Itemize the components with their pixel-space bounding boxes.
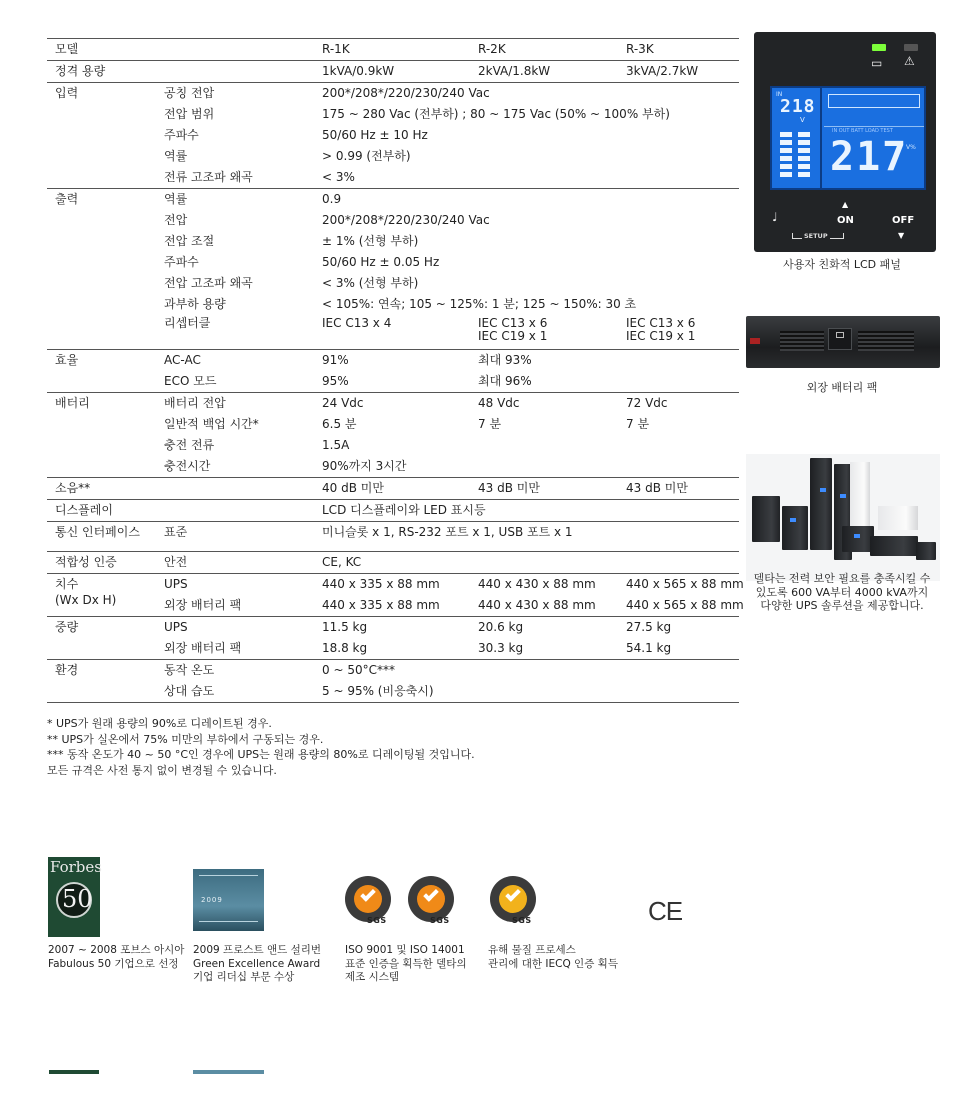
capacity-section [47, 60, 739, 82]
table-row [47, 593, 744, 616]
efficiency-label: 효율 [55, 353, 79, 367]
ce-mark-icon: CE [648, 896, 683, 926]
row-value: 7 분 [626, 417, 650, 431]
table-row [47, 273, 739, 294]
table-row [47, 350, 739, 371]
delta-logo-icon [750, 338, 760, 344]
row-label: 주파수 [164, 128, 199, 142]
noise-r1k: 40 dB 미만 [322, 481, 384, 495]
lcd-in-tag: IN [776, 91, 783, 98]
battery-pack-caption: 외장 배터리 팩 [806, 381, 878, 394]
lcd-output-reading: 217 [830, 134, 909, 180]
lcd-input-unit: V [800, 116, 805, 124]
cert-caption-line: 표준 인증을 획득한 델타의 [345, 957, 467, 970]
cert-caption-iecq [488, 944, 618, 971]
weight-label: 중량 [55, 620, 79, 634]
row-label: 전압 조절 [164, 234, 215, 248]
partial-image [49, 1070, 99, 1074]
environment-section [47, 659, 739, 703]
partial-image [193, 1070, 264, 1074]
model-row [47, 39, 739, 60]
ups-rack [870, 536, 918, 556]
row-value: 440 x 335 x 88 mm [322, 598, 440, 612]
row-label: 외장 배터리 팩 [164, 641, 242, 655]
lcd-flow-diagram [828, 94, 920, 108]
dimensions-label: 치수 [55, 577, 79, 591]
footnotes [47, 716, 647, 778]
lcd-panel-image [754, 32, 936, 252]
spec-table [47, 38, 744, 703]
cert-caption-line: Fabulous 50 기업으로 선정 [48, 957, 179, 970]
table-row [47, 414, 739, 435]
table-row [47, 681, 739, 702]
row-value: 6.5 분 [322, 417, 357, 431]
receptacle-r2k [478, 317, 547, 343]
row-label: ECO 모드 [164, 374, 217, 388]
ups-small [916, 542, 936, 560]
warning-icon: ⚠ [904, 54, 915, 68]
receptacle-r1k: IEC C13 x 4 [322, 316, 392, 330]
cert-sub: 안전 [164, 555, 188, 569]
table-row [47, 500, 739, 521]
fault-led-icon [904, 44, 918, 51]
row-value: 50/60 Hz ± 10 Hz [322, 128, 428, 142]
receptacle-label: 리셉터클 [164, 316, 211, 330]
table-row [47, 478, 739, 499]
row-value: < 3% [322, 170, 355, 184]
input-label: 입력 [55, 86, 79, 100]
row-value: 48 Vdc [478, 396, 520, 410]
row-value: 0.9 [322, 192, 342, 206]
row-value: 1.5A [322, 438, 350, 452]
power-led-icon [872, 44, 886, 51]
family-caption [746, 572, 938, 613]
row-label: 역률 [164, 192, 188, 206]
row-value: 24 Vdc [322, 396, 364, 410]
row-value: 7 분 [478, 417, 502, 431]
row-value: 5 ~ 95% (비응축시) [322, 684, 434, 698]
on-button: ON [837, 215, 854, 226]
display-value: LCD 디스플레이와 LED 표시등 [322, 503, 486, 517]
vent-grille [780, 331, 824, 351]
row-label: 과부하 용량 [164, 297, 226, 311]
row-label: 외장 배터리 팩 [164, 598, 242, 612]
row-value: 50/60 Hz ± 0.05 Hz [322, 255, 440, 269]
iecq-badge-icon [490, 876, 536, 925]
capacity-r3k: 3kVA/2.7kW [626, 64, 699, 78]
row-value: 11.5 kg [322, 620, 368, 634]
row-label: 전압 범위 [164, 107, 215, 121]
model-r2k: R-2K [478, 42, 506, 56]
cert-caption-line: Green Excellence Award [193, 957, 321, 970]
award-rule [199, 921, 258, 922]
cert-caption-line: 기업 리더십 부문 수상 [193, 971, 295, 983]
table-row [47, 638, 739, 659]
table-row [47, 574, 744, 595]
comm-value: 미니슬롯 x 1, RS-232 포트 x 1, USB 포트 x 1 [322, 525, 573, 539]
cert-caption-frost [193, 944, 321, 985]
cert-caption-line: 제조 시스템 [345, 971, 400, 983]
table-row [47, 231, 739, 252]
display-section [47, 499, 739, 521]
cert-caption-line: 2007 ~ 2008 포브스 아시아 [48, 944, 185, 956]
comm-sub: 표준 [164, 525, 188, 539]
row-label: 동작 온도 [164, 663, 215, 677]
row-label: 역률 [164, 149, 188, 163]
setup-label: SETUP [804, 232, 828, 240]
ups-family-image [746, 454, 940, 581]
ups-screen-icon [854, 534, 860, 538]
row-value: 440 x 565 x 88 mm [626, 577, 744, 591]
row-value: 95% [322, 374, 349, 388]
table-row [47, 210, 739, 231]
ups-tower [810, 458, 832, 550]
vent-grille [858, 331, 914, 351]
row-value: 200*/208*/220/230/240 Vac [322, 213, 490, 227]
forbes-number: 50 [62, 885, 93, 913]
table-row [47, 125, 739, 146]
footnote: *** 동작 온도가 40 ~ 50 °C인 경우에 UPS는 원래 용량의 80%로 디레이팅될 것입니다. [47, 748, 475, 761]
comm-label: 통신 인터페이스 [55, 525, 140, 539]
receptacle-r2k-line2: IEC C19 x 1 [478, 329, 548, 343]
row-value: 0 ~ 50°C*** [322, 663, 395, 677]
cert-caption-line: ISO 9001 및 ISO 14001 [345, 944, 465, 956]
row-value: 440 x 430 x 88 mm [478, 577, 596, 591]
table-row [47, 146, 739, 167]
table-row [47, 552, 739, 573]
battery-icon [836, 332, 844, 338]
battery-pack-image [746, 316, 940, 368]
family-caption-line: 다양한 UPS 솔루션을 제공합니다. [760, 599, 924, 612]
row-value: 54.1 kg [626, 641, 672, 655]
row-label: 전압 고조파 왜곡 [164, 276, 253, 290]
battery-level-icon [780, 132, 792, 178]
receptacle-r3k-line1: IEC C13 x 6 [626, 316, 696, 330]
footnote: 모든 규격은 사전 통지 없이 변경될 수 있습니다. [47, 763, 277, 777]
capacity-r1k: 1kVA/0.9kW [322, 64, 395, 78]
table-row [47, 393, 739, 414]
off-button: OFF [892, 215, 915, 226]
row-value: 175 ~ 280 Vac (전부하) ; 80 ~ 175 Vac (50% ~ 100% 부하) [322, 107, 670, 121]
row-value: < 105%: 연속; 105 ~ 125%: 1 분; 125 ~ 150%: 30 초 [322, 297, 637, 311]
ups-screen-icon [790, 518, 796, 522]
table-row [47, 435, 739, 456]
row-label: UPS [164, 577, 188, 591]
footnote: * UPS가 원래 용량의 90%로 디레이트된 경우. [47, 717, 272, 730]
award-rule [199, 875, 258, 876]
weight-section [47, 616, 739, 659]
noise-label: 소음** [55, 481, 91, 495]
cert-caption-line: 유해 물질 프로세스 [488, 944, 576, 956]
family-caption-line: 있도록 600 VA부터 4000 kVA까지 [755, 585, 929, 599]
cert-caption-forbes [48, 944, 184, 971]
badge-sgs: SGS [430, 916, 450, 925]
badge-sgs: SGS [367, 916, 387, 925]
table-row [47, 83, 739, 104]
table-row [47, 522, 739, 551]
family-caption-line: 델타는 전력 보안 필요를 충족시킬 수 [753, 572, 931, 585]
row-value: 최대 93% [478, 353, 532, 367]
row-value: 90%까지 3시간 [322, 459, 407, 473]
load-level-icon [798, 132, 810, 178]
lcd-divider [820, 88, 822, 188]
forbes-wordmark: Forbes [50, 858, 102, 876]
table-row [47, 617, 739, 638]
row-label: 전압 [164, 213, 188, 227]
output-label: 출력 [55, 192, 79, 206]
receptacle-r2k-line1: IEC C13 x 6 [478, 316, 548, 330]
iso14001-badge-icon [345, 876, 391, 925]
efficiency-section [47, 349, 739, 392]
row-label: 일반적 백업 시간* [164, 417, 259, 431]
up-arrow-icon: ▲ [842, 200, 849, 209]
spec-header-section [47, 38, 739, 60]
lcd-panel-caption: 사용자 친화적 LCD 패널 [783, 258, 901, 271]
cert-section [47, 551, 739, 573]
noise-section [47, 477, 739, 499]
row-value: 최대 96% [478, 374, 532, 388]
row-value: 27.5 kg [626, 620, 672, 634]
lcd-output-unit: V% [906, 144, 916, 151]
row-label: 전류 고조파 왜곡 [164, 170, 253, 184]
capacity-row [47, 61, 739, 82]
row-value: 440 x 335 x 88 mm [322, 577, 440, 591]
award-year: 2009 [201, 896, 223, 904]
down-arrow-icon: ▼ [898, 231, 905, 240]
model-label: 모델 [55, 42, 79, 56]
badge-sgs: SGS [512, 916, 532, 925]
row-value: 20.6 kg [478, 620, 524, 634]
table-row [47, 189, 739, 210]
lcd-screen [770, 86, 926, 190]
lcd-status-tags: IN OUT BATT LOAD TEST [832, 128, 893, 134]
row-label: 충전시간 [164, 459, 211, 473]
receptacle-r3k-line2: IEC C19 x 1 [626, 329, 696, 343]
model-r1k: R-1K [322, 42, 350, 56]
frost-sullivan-award-icon [193, 869, 264, 931]
row-value: < 3% (선형 부하) [322, 276, 419, 290]
table-row [47, 660, 739, 681]
model-r3k: R-3K [626, 42, 654, 56]
cert-label: 적합성 인증 [55, 555, 117, 569]
row-value: 72 Vdc [626, 396, 668, 410]
display-label: 디스플레이 [55, 503, 113, 517]
dimensions-label2: (Wx Dx H) [55, 593, 117, 607]
receptacle-row [47, 315, 739, 349]
table-row [47, 456, 739, 477]
row-value: 30.3 kg [478, 641, 524, 655]
table-row [47, 371, 739, 392]
row-label: AC-AC [164, 353, 201, 367]
lcd-divider [824, 126, 924, 127]
output-section [47, 188, 739, 349]
capacity-r2k: 2kVA/1.8kW [478, 64, 551, 78]
row-value: ± 1% (선형 부하) [322, 234, 419, 248]
cert-caption-iso [345, 944, 467, 985]
row-label: 주파수 [164, 255, 199, 269]
capacity-label: 정격 용량 [55, 64, 106, 78]
row-label: UPS [164, 620, 188, 634]
ups-unit [782, 506, 808, 550]
lcd-input-reading: 218 [780, 96, 816, 117]
row-label: 공칭 전압 [164, 86, 215, 100]
table-row [47, 294, 739, 315]
row-label: 충전 전류 [164, 438, 215, 452]
comm-section [47, 521, 739, 551]
row-value: > 0.99 (전부하) [322, 149, 411, 163]
table-row [47, 167, 739, 188]
ups-rack-white [878, 506, 918, 530]
receptacle-r3k [626, 317, 695, 343]
iso9001-badge-icon [408, 876, 454, 925]
ups-screen-icon [820, 488, 826, 492]
row-label: 배터리 전압 [164, 396, 226, 410]
row-value: 91% [322, 353, 349, 367]
mute-icon: ♩ [772, 210, 778, 224]
computer-icon: ▭ [871, 56, 883, 70]
row-value: 18.8 kg [322, 641, 368, 655]
environment-label: 환경 [55, 663, 79, 677]
ups-unit [752, 496, 780, 542]
noise-r3k: 43 dB 미만 [626, 481, 688, 495]
row-value: 440 x 565 x 88 mm [626, 598, 744, 612]
input-section [47, 82, 739, 188]
battery-section [47, 392, 739, 477]
battery-label: 배터리 [55, 396, 90, 410]
row-value: 200*/208*/220/230/240 Vac [322, 86, 490, 100]
table-row [47, 252, 739, 273]
row-value: 440 x 430 x 88 mm [478, 598, 596, 612]
cert-caption-line: 관리에 대한 IECQ 인증 획득 [488, 957, 618, 970]
noise-r2k: 43 dB 미만 [478, 481, 540, 495]
cert-value: CE, KC [322, 555, 362, 569]
forbes-logo-icon [48, 857, 100, 937]
ups-screen-icon [840, 494, 846, 498]
cert-caption-line: 2009 프로스트 앤드 설리번 [193, 944, 322, 956]
table-row [47, 104, 739, 125]
row-label: 상대 습도 [164, 684, 215, 698]
dimensions-section [47, 573, 744, 616]
footnote: ** UPS가 실온에서 75% 미만의 부하에서 구동되는 경우. [47, 732, 324, 746]
